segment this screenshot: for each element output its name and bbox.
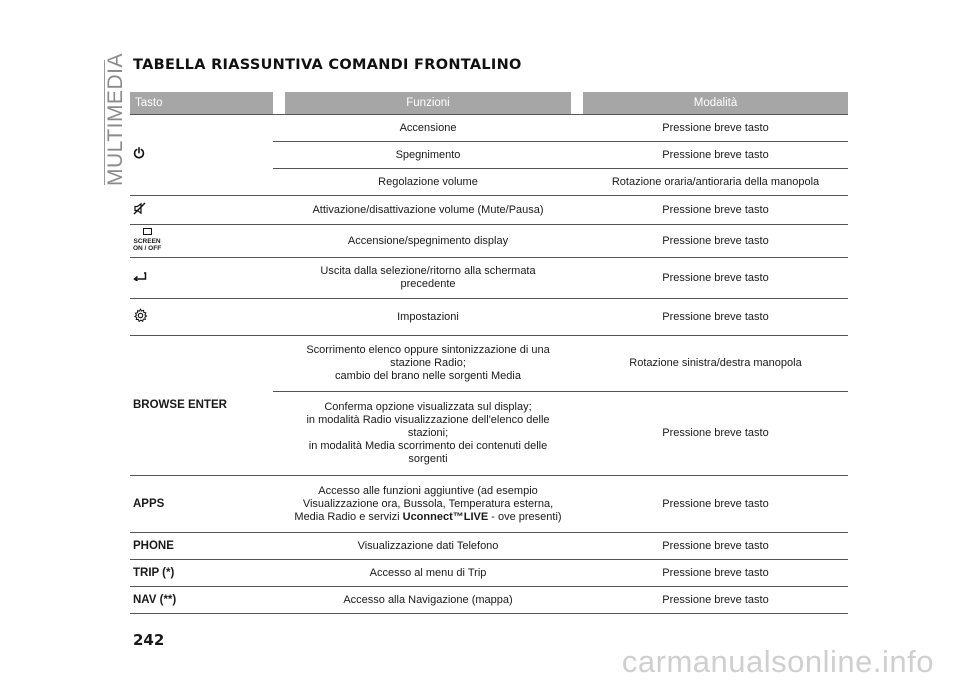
key-nav: NAV (**) [130,587,273,614]
header-modalita: Modalità [583,92,848,115]
page-number: 242 [133,631,165,649]
table-row: SCREEN ON / OFF Accensione/spegnimento display Pressione breve tasto [130,225,848,258]
header-funzioni: Funzioni [285,92,571,115]
page-title: TABELLA RIASSUNTIVA COMANDI FRONTALINO [133,57,522,73]
key-browse-enter: BROWSE ENTER [130,336,273,476]
table-row: BROWSE ENTER Scorrimento elenco oppure sintonizzazione di una stazione Radio; cambio del brano nelle sorgenti Media Rotazione sinistra/destra manopola [130,336,848,392]
key-phone: PHONE [130,533,273,560]
table-row: Conferma opzione visualizzata sul display; in modalità Radio visualizzazione dell'elenco delle stazioni; in modalità Media scorrimento dei contenuti delle sorgenti Pressione breve tasto [130,392,848,476]
table-row: Uscita dalla selezione/ritorno alla schermata precedente Pressione breve tasto [130,258,848,299]
gear-icon [133,308,148,327]
brand-uconnect-live: Uconnect™LIVE [402,510,489,523]
watermark: carmanualsonline.info [621,644,934,679]
screen-onoff-icon: SCREEN ON / OFF [133,228,161,252]
table-row: PHONE Visualizzazione dati Telefono Pressione breve tasto [130,533,848,560]
header-tasto: Tasto [130,92,273,115]
table-row: Regolazione volume Rotazione oraria/antioraria della manopola [130,169,848,196]
mute-icon [133,202,146,219]
key-apps: APPS [130,476,273,533]
table-row: Accensione Pressione breve tasto [130,115,848,142]
table-row: TRIP (*) Accesso al menu di Trip Pressione breve tasto [130,560,848,587]
section-tab [84,60,105,185]
table-row: APPS Accesso alle funzioni aggiuntive (ad esempio Visualizzazione ora, Bussola, Temperatura esterna, Media Radio e servizi Uconnect™LIVE - ove presenti) Pressione breve tasto [130,476,848,533]
commands-table [130,92,848,614]
back-arrow-icon [133,271,147,285]
table-header-row [130,92,848,115]
table-row: Spegnimento Pressione breve tasto [130,142,848,169]
table-row: Attivazione/disattivazione volume (Mute/Pausa) Pressione breve tasto [130,196,848,225]
power-icon [133,147,145,163]
table-row: Impostazioni Pressione breve tasto [130,299,848,336]
section-label: MULTIMEDIA [104,53,127,186]
table-row: NAV (**) Accesso alla Navigazione (mappa) Pressione breve tasto [130,587,848,614]
key-trip: TRIP (*) [130,560,273,587]
